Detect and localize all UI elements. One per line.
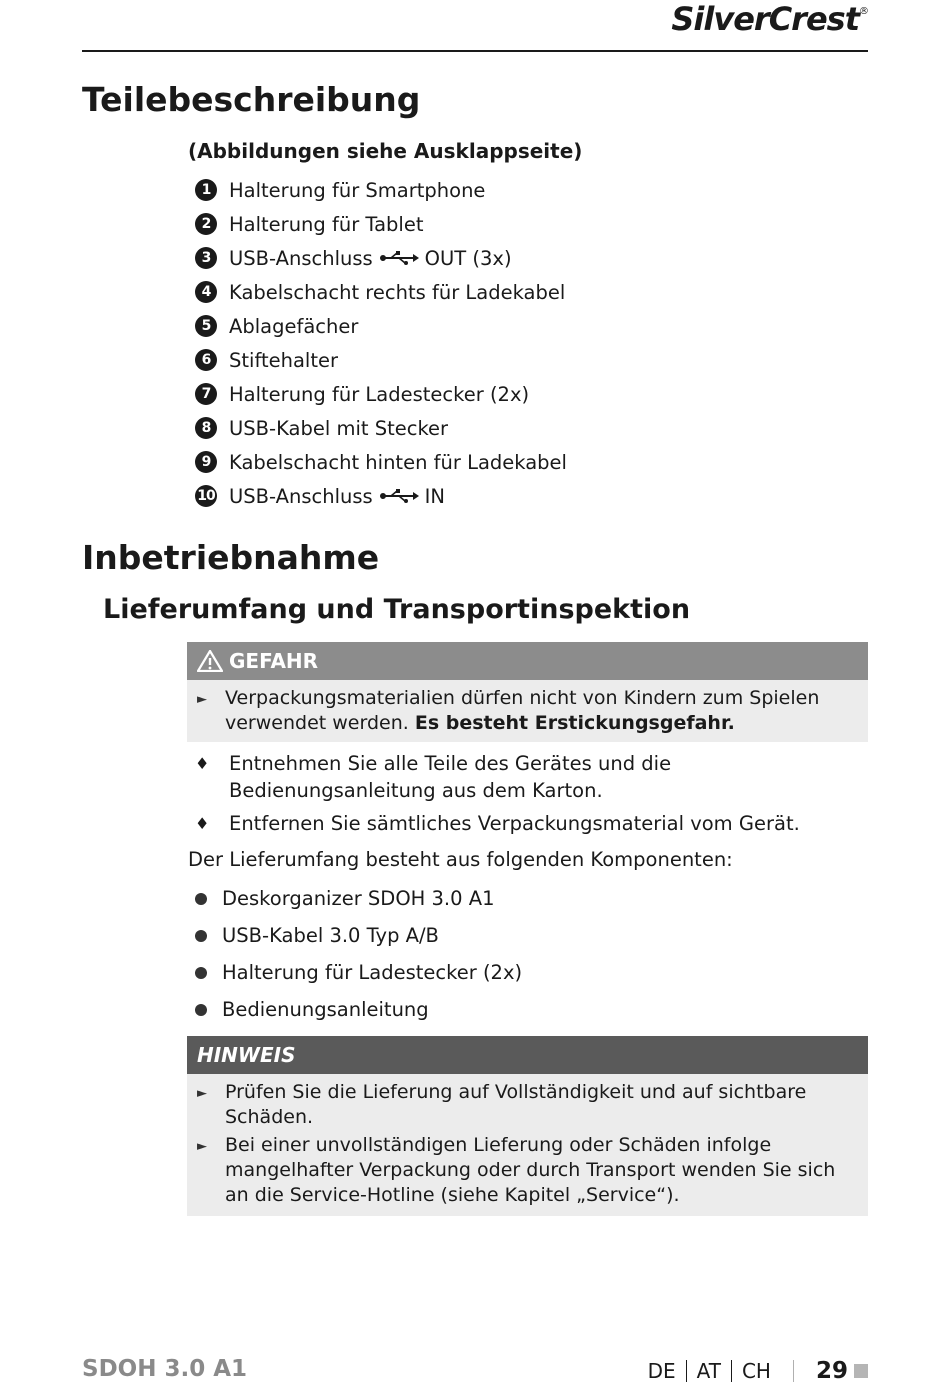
list-item: USB-Kabel 3.0 Typ A/B [195, 917, 522, 954]
part-label-suffix: OUT (3x) [424, 246, 512, 270]
divider [793, 1360, 794, 1382]
list-item [195, 479, 567, 513]
page-header [82, 0, 868, 52]
list-item [197, 686, 848, 736]
list-item [195, 343, 567, 377]
number-badge: 5 [195, 315, 217, 337]
danger-header [187, 642, 868, 680]
warning-icon [197, 650, 223, 672]
danger-box [187, 642, 868, 742]
number-badge: 1 [195, 179, 217, 201]
page-marker [854, 1364, 868, 1378]
part-label: Halterung für Ladestecker (2x) [229, 382, 530, 406]
list-item [195, 241, 567, 275]
list-item: Deskorganizer SDOH 3.0 A1 [195, 880, 522, 917]
list-item: ♦ Entnehmen Sie alle Teile des Gerätes und die Bedienungsanleitung aus dem Karton. [195, 752, 672, 802]
part-label: Halterung für Smartphone [229, 178, 486, 202]
model-number: SDOH 3.0 A1 [82, 1356, 248, 1382]
list-item: Halterung für Ladestecker (2x) [195, 954, 522, 991]
number-badge: 4 [195, 281, 217, 303]
number-badge: 8 [195, 417, 217, 439]
contents-list [195, 880, 522, 1028]
bullet-icon [195, 1004, 207, 1016]
number-badge: 10 [195, 485, 217, 507]
arrow-icon: ► [197, 692, 207, 707]
note-header [187, 1036, 868, 1074]
part-label: USB-Anschluss [229, 246, 373, 270]
part-label: Stiftehalter [229, 348, 338, 372]
page-number: 29 [815, 1358, 848, 1384]
parts-list [195, 173, 567, 513]
contents-intro: Der Lieferumfang besteht aus folgenden Komponenten: [188, 848, 733, 871]
list-item: Bedienungsanleitung [195, 991, 522, 1028]
lang-de: DE [647, 1359, 676, 1383]
danger-text: Verpackungsmaterialien dürfen nicht von Kindern zum Spielen verwendet werden. Es besteht Erstickungsgefahr. [225, 687, 820, 734]
bullet-icon [195, 967, 207, 979]
list-item [195, 377, 567, 411]
list-item [195, 275, 567, 309]
note-text: Prüfen Sie die Lieferung auf Vollständigkeit und auf sichtbare Schäden. [225, 1081, 807, 1128]
part-label: USB-Kabel mit Stecker [229, 416, 449, 440]
bullet-icon [195, 893, 207, 905]
list-item [195, 207, 567, 241]
usb-icon [379, 251, 419, 265]
section-title-parts: Teilebeschreibung [82, 80, 421, 119]
lang-ch: CH [741, 1359, 771, 1383]
part-label: Kabelschacht hinten für Ladekabel [229, 450, 567, 474]
diamond-icon: ♦ [195, 814, 210, 833]
list-item [195, 173, 567, 207]
usb-icon [379, 489, 419, 503]
arrow-icon: ► [197, 1086, 207, 1101]
part-label-suffix: IN [424, 484, 446, 508]
number-badge: 3 [195, 247, 217, 269]
subsection-title: Lieferumfang und Transportinspektion [103, 594, 691, 625]
part-label: Halterung für Tablet [229, 212, 424, 236]
list-item: ♦ Entfernen Sie sämtliches Verpackungsmaterial vom Gerät. [195, 812, 800, 835]
note-box [187, 1036, 868, 1216]
figure-reference: (Abbildungen siehe Ausklappseite) [188, 139, 583, 163]
list-item [197, 1133, 848, 1208]
list-item [195, 411, 567, 445]
number-badge: 9 [195, 451, 217, 473]
part-label: USB-Anschluss [229, 484, 373, 508]
divider [686, 1360, 687, 1382]
list-item [195, 445, 567, 479]
part-label: Ablagefächer [229, 314, 359, 338]
danger-label: GEFAHR [229, 649, 319, 673]
part-label: Kabelschacht rechts für Ladekabel [229, 280, 566, 304]
note-text: Bei einer unvollständigen Lieferung oder Schäden infolge mangelhafter Verpackung oder durch Transport wenden Sie sich an die Service-Hotline (siehe Kapitel „Service“). [225, 1134, 836, 1206]
lang-at: AT [696, 1359, 721, 1383]
diamond-icon: ♦ [195, 754, 210, 773]
arrow-icon: ► [197, 1139, 207, 1154]
page-footer [648, 1358, 868, 1384]
number-badge: 7 [195, 383, 217, 405]
section-title-setup: Inbetriebnahme [82, 538, 380, 577]
number-badge: 6 [195, 349, 217, 371]
bullet-icon [195, 930, 207, 942]
divider [731, 1360, 732, 1382]
steps-list [195, 750, 875, 843]
list-item [197, 1080, 848, 1130]
brand-logo: SilverCrest® [671, 0, 868, 38]
note-label: HINWEIS [197, 1043, 296, 1067]
list-item [195, 309, 567, 343]
number-badge: 2 [195, 213, 217, 235]
